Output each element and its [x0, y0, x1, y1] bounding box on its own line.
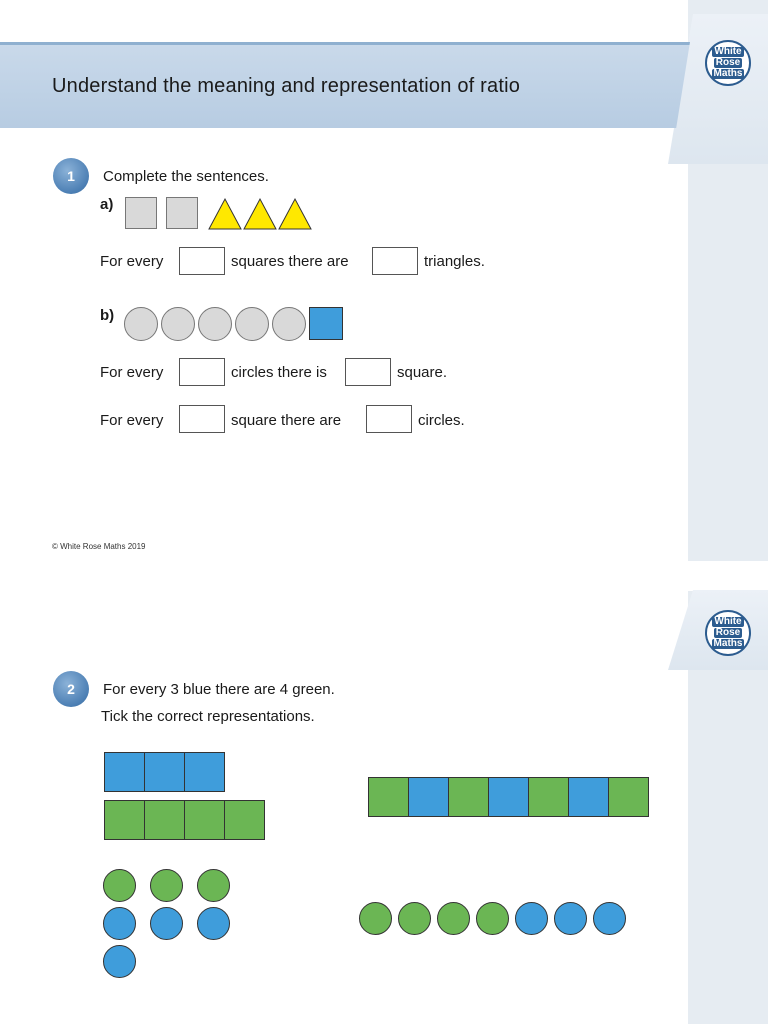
grey-circle	[235, 307, 269, 341]
sentence-a-part2: squares there are	[231, 253, 349, 270]
answer-box-b1[interactable]	[179, 358, 225, 386]
page-title: Understand the meaning and representation of ratio	[52, 75, 521, 97]
grey-square	[166, 197, 198, 229]
logo-tab	[668, 14, 768, 164]
question-2-line1: For every 3 blue there are 4 green.	[103, 681, 335, 698]
green-bar-cell	[184, 800, 225, 840]
sentence-a-part3: triangles.	[424, 253, 485, 270]
green-counter	[476, 902, 509, 935]
answer-box-a1[interactable]	[179, 247, 225, 275]
sentence-b1-part2: circles there is	[231, 364, 327, 381]
sentence-a-part1: For every	[100, 253, 164, 270]
blue-counter	[593, 902, 626, 935]
blue-strip-cell	[488, 777, 529, 817]
blue-square	[309, 307, 343, 340]
green-strip-cell	[448, 777, 489, 817]
yellow-triangle	[244, 199, 276, 229]
blue-bar-cell	[184, 752, 225, 792]
grey-circle	[198, 307, 232, 341]
question-2-badge: 2	[53, 671, 89, 707]
white-rose-maths-logo: White Rose Maths	[705, 610, 751, 656]
green-strip-cell	[528, 777, 569, 817]
question-1-prompt: Complete the sentences.	[103, 168, 269, 185]
part-b-label: b)	[100, 307, 115, 324]
green-counter	[150, 869, 183, 902]
blue-counter	[197, 907, 230, 940]
white-rose-maths-logo: White Rose Maths	[705, 40, 751, 86]
green-counter	[437, 902, 470, 935]
green-strip-cell	[368, 777, 409, 817]
blue-counter	[150, 907, 183, 940]
blue-counter	[515, 902, 548, 935]
blue-strip-cell	[408, 777, 449, 817]
part-a-label: a)	[100, 196, 114, 213]
sentence-b2-part2: square there are	[231, 412, 342, 429]
grey-circle	[272, 307, 306, 341]
blue-counter	[103, 945, 136, 978]
answer-box-b4[interactable]	[366, 405, 412, 433]
answer-box-b3[interactable]	[179, 405, 225, 433]
green-counter	[398, 902, 431, 935]
green-counter	[197, 869, 230, 902]
answer-box-b2[interactable]	[345, 358, 391, 386]
green-counter	[359, 902, 392, 935]
sentence-b2-part3: circles.	[418, 412, 465, 429]
copyright: © White Rose Maths 2019	[52, 542, 146, 551]
grey-circle	[124, 307, 158, 341]
question-1-badge: 1	[53, 158, 89, 194]
blue-strip-cell	[568, 777, 609, 817]
answer-box-a2[interactable]	[372, 247, 418, 275]
green-counter	[103, 869, 136, 902]
yellow-triangle	[209, 199, 241, 229]
blue-bar-cell	[144, 752, 185, 792]
sentence-b2-part1: For every	[100, 412, 164, 429]
blue-counter	[554, 902, 587, 935]
green-bar-cell	[104, 800, 145, 840]
sentence-b1-part1: For every	[100, 364, 164, 381]
question-2-line2: Tick the correct representations.	[101, 708, 315, 725]
sentence-b1-part3: square.	[397, 364, 448, 381]
green-strip-cell	[608, 777, 649, 817]
triangles-group	[207, 196, 313, 232]
blue-counter	[103, 907, 136, 940]
green-bar-cell	[224, 800, 265, 840]
grey-circle	[161, 307, 195, 341]
page-separator	[0, 561, 768, 591]
green-bar-cell	[144, 800, 185, 840]
blue-bar-cell	[104, 752, 145, 792]
yellow-triangle	[279, 199, 311, 229]
grey-square	[125, 197, 157, 229]
